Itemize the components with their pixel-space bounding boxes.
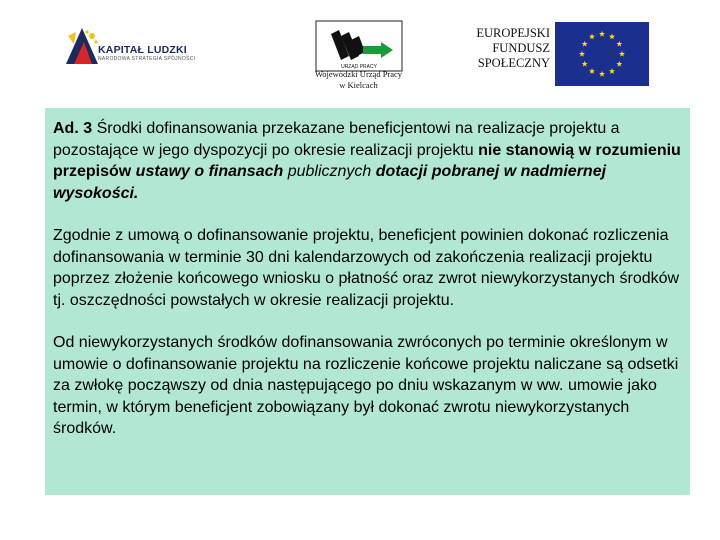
kapital-ludzki-subtitle: NARODOWA STRATEGIA SPÓJNOŚCI xyxy=(98,56,196,62)
kapital-ludzki-title: KAPITAŁ LUDZKI xyxy=(98,44,187,56)
p1-italic: publicznych xyxy=(283,163,372,180)
paragraph-1 xyxy=(53,118,685,204)
efs-line3: SPOŁECZNY xyxy=(477,56,550,70)
p1-bold-italic-end: dotacji pobranej w nadmiernej wysokości. xyxy=(53,163,607,202)
content-panel xyxy=(45,108,690,495)
kapital-ludzki-icon xyxy=(62,24,102,72)
p1-ad3: Ad. 3 xyxy=(53,120,93,137)
efs-text xyxy=(450,26,550,71)
paragraph-3: Od niewykorzystanych środków dofinansowania zwróconych po terminie określonym w umowie o dofinansowanie projektu na rozliczenie końcowe projektu naliczane są odsetki za zwłokę począwszy od dnia następującego po dniu wskazanym w ww. umowie jako termin, w którym beneficjent zobowiązany był dokonać zwrotu niewykorzystanych środków. xyxy=(53,334,679,437)
p1-bold-italic: ustawy o finansach xyxy=(131,163,284,180)
efs-line2: FUNDUSZ xyxy=(492,41,550,55)
wup-caption xyxy=(296,69,421,91)
paragraph-2: Zgodnie z umową o dofinansowanie projektu, beneficjent powinien dokonać rozliczenia dofinansowania w terminie 30 dni kalendarzowych od zakończenia realizacji projektu poprzez złożenie końcowego wniosku o płatność oraz zwrot niewykorzystanych środków tj. oszczędności powstałych w okresie realizacji projektu. xyxy=(53,227,680,309)
wup-sign-text: URZĄD PRACY xyxy=(341,64,377,70)
wup-caption-line1: Wojewódzki Urząd Pracy xyxy=(314,69,403,79)
content-body xyxy=(53,118,685,461)
p1-bold: nie stanowią w rozumieniu przepisów xyxy=(53,141,681,180)
p1-text: Środki dofinansowania przekazane beneficjentowi na realizacje projektu a pozostające w jego dyspozycji po okresie realizacji projektu xyxy=(53,120,620,159)
efs-line1: EUROPEJSKI xyxy=(476,26,550,40)
wup-logo xyxy=(315,20,403,72)
eu-flag-icon xyxy=(555,22,649,86)
wup-caption-line2: w Kielcach xyxy=(339,80,378,90)
